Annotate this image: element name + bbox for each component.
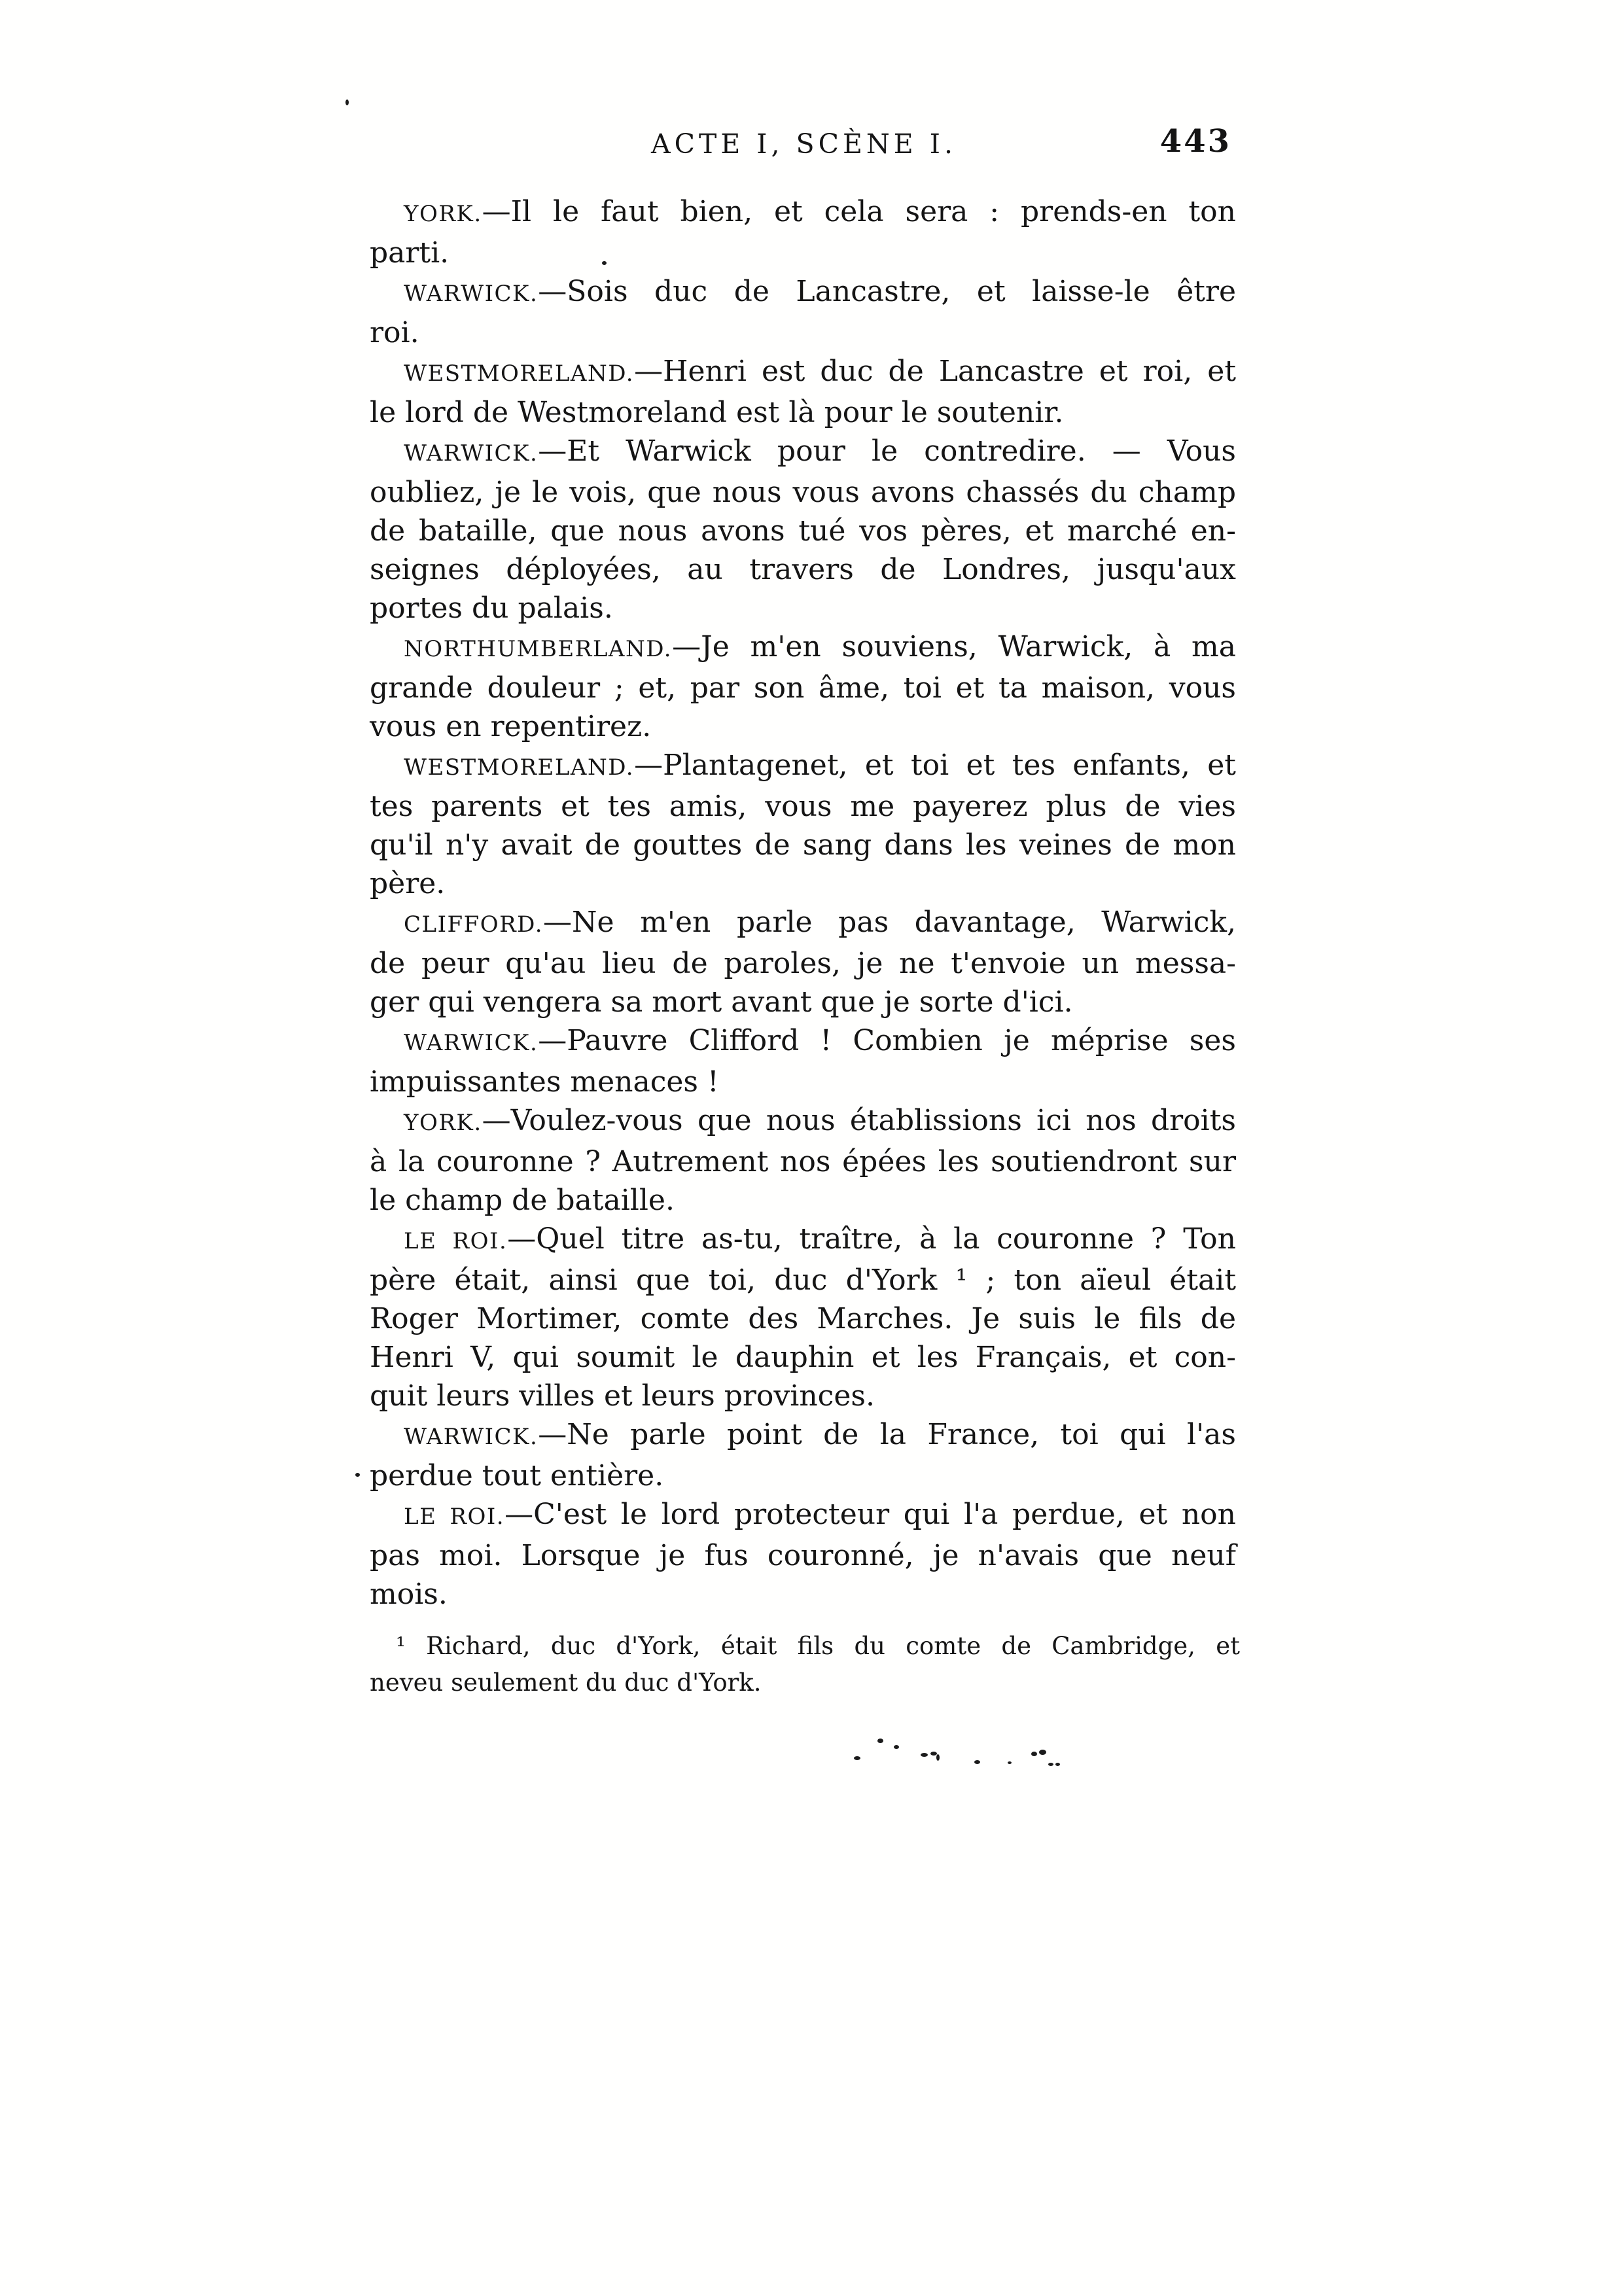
text-line: le lord de Westmoreland est là pour le soutenir. (370, 396, 1064, 429)
header-title: ACTE I, SCÈNE I. (651, 128, 957, 160)
speech-text: —Ne parle point de la France, toi qui l'as (538, 1418, 1236, 1451)
text-line (370, 1220, 1236, 1261)
text-line: à la couronne ? Autrement nos épées les soutiendront sur (370, 1145, 1236, 1178)
speaker-label: WARWICK. (404, 1424, 538, 1450)
text-line (370, 1495, 1236, 1536)
text-line: ger qui vengera sa mort avant que je sorte d'ici. (370, 985, 1073, 1019)
text-line: le champ de bataille. (370, 1184, 675, 1217)
speaker-label: LE ROI. (404, 1228, 508, 1254)
text-line (370, 352, 1236, 393)
footnote (370, 1628, 1240, 1701)
ink-speck (921, 1753, 928, 1757)
text-line: seignes déployées, au travers de Londres, jusqu'aux (370, 553, 1236, 586)
text-line (370, 627, 1236, 669)
dialogue-paragraph (370, 1101, 1236, 1220)
speaker-label: YORK. (404, 201, 482, 227)
speech-text: —Ne m'en parle pas davantage, Warwick, (543, 906, 1236, 939)
text-line (370, 272, 1236, 313)
speaker-label: WESTMORELAND. (404, 754, 635, 781)
footnote-line: neveu seulement du duc d'York. (370, 1669, 762, 1697)
speech-text: —Henri est duc de Lancastre et roi, et (634, 355, 1236, 388)
speaker-label: CLIFFORD. (404, 911, 544, 938)
text-line: impuissantes menaces ! (370, 1065, 719, 1099)
speaker-label: WARWICK. (404, 281, 538, 307)
speech-text: —Je m'en souviens, Warwick, à ma (672, 630, 1236, 663)
speaker-label: LE ROI. (404, 1504, 505, 1530)
text-line (370, 432, 1236, 473)
speech-text: —Sois duc de Lancastre, et laisse-le être (538, 275, 1236, 308)
text-line: pas moi. Lorsque je fus couronné, je n'avais que neuf (370, 1539, 1236, 1572)
speech-text: —Quel titre as-tu, traître, à la couronne ? Ton (507, 1222, 1236, 1256)
text-line: parti. (370, 236, 450, 270)
text-line: vous en repentirez. (370, 710, 652, 743)
text-line: quit leurs villes et leurs provinces. (370, 1379, 875, 1413)
text-line (370, 1101, 1236, 1142)
text-line (370, 1415, 1236, 1457)
speaker-label: WARWICK. (404, 1030, 538, 1056)
text-line: oubliez, je le vois, que nous vous avons chassés du champ (370, 476, 1236, 509)
text-line: portes du palais. (370, 592, 613, 625)
dialogue-paragraph (370, 432, 1236, 627)
text-line (370, 903, 1236, 944)
ink-speck (936, 1754, 940, 1761)
text-line (370, 746, 1236, 787)
dialogue-paragraph (370, 1021, 1236, 1101)
text-line (370, 1021, 1236, 1063)
text-line: tes parents et tes amis, vous me payerez plus de vies (370, 790, 1236, 823)
ink-speck (1055, 1763, 1060, 1766)
dialogue-paragraph (370, 352, 1236, 432)
text-line: de bataille, que nous avons tué vos pères, et marché en- (370, 514, 1236, 548)
text-line (370, 192, 1236, 234)
text-line: Henri V, qui soumit le dauphin et les Français, et con- (370, 1341, 1236, 1374)
speech-text: —Et Warwick pour le contredire. — Vous (538, 434, 1236, 468)
speech-text: —Il le faut bien, et cela sera : prends-en ton (482, 195, 1236, 228)
dialogue-text (370, 192, 1236, 1614)
text-line: roi. (370, 316, 419, 349)
ink-speck (1031, 1752, 1037, 1756)
running-header (370, 123, 1237, 165)
text-line: père. (370, 867, 446, 900)
dialogue-paragraph (370, 746, 1236, 903)
dialogue-paragraph (370, 627, 1236, 746)
dialogue-paragraph (370, 1495, 1236, 1614)
ink-speck (602, 261, 607, 265)
text-line: perdue tout entière. (370, 1459, 664, 1492)
speaker-label: NORTHUMBERLAND. (404, 636, 673, 662)
text-line: qu'il n'y avait de gouttes de sang dans les veines de mon (370, 828, 1236, 862)
text-line: père était, ainsi que toi, duc d'York ¹ ; ton aïeul était (370, 1263, 1236, 1297)
ink-speck (1039, 1750, 1046, 1755)
dialogue-paragraph (370, 1415, 1236, 1495)
ink-speck (894, 1745, 899, 1749)
text-line: Roger Mortimer, comte des Marches. Je suis le fils de (370, 1302, 1236, 1335)
page-number: 443 (1159, 123, 1231, 160)
text-line: grande douleur ; et, par son âme, toi et ta maison, vous (370, 671, 1236, 705)
dialogue-paragraph (370, 192, 1236, 272)
speaker-label: WARWICK. (404, 440, 538, 467)
text-line: de peur qu'au lieu de paroles, je ne t'envoie un messa- (370, 947, 1236, 980)
speaker-label: YORK. (404, 1110, 482, 1136)
speech-text: —Voulez-vous que nous établissions ici nos droits (482, 1104, 1236, 1137)
ink-speck (345, 99, 349, 105)
speech-text: —Plantagenet, et toi et tes enfants, et (634, 749, 1236, 782)
text-line: mois. (370, 1578, 448, 1611)
ink-speck (355, 1473, 360, 1477)
ink-speck (854, 1756, 860, 1760)
ink-speck (1008, 1761, 1012, 1764)
ink-speck (877, 1739, 883, 1743)
dialogue-paragraph (370, 903, 1236, 1021)
speech-text: —C'est le lord protecteur qui l'a perdue, et non (504, 1498, 1237, 1531)
dialogue-paragraph (370, 1220, 1236, 1415)
ink-speck (974, 1760, 980, 1764)
dialogue-paragraph (370, 272, 1236, 352)
speaker-label: WESTMORELAND. (404, 361, 635, 387)
footnote-line: ¹ Richard, duc d'York, était fils du comte de Cambridge, et (396, 1632, 1240, 1660)
ink-speck (1048, 1763, 1053, 1766)
speech-text: —Pauvre Clifford ! Combien je méprise ses (538, 1024, 1236, 1057)
